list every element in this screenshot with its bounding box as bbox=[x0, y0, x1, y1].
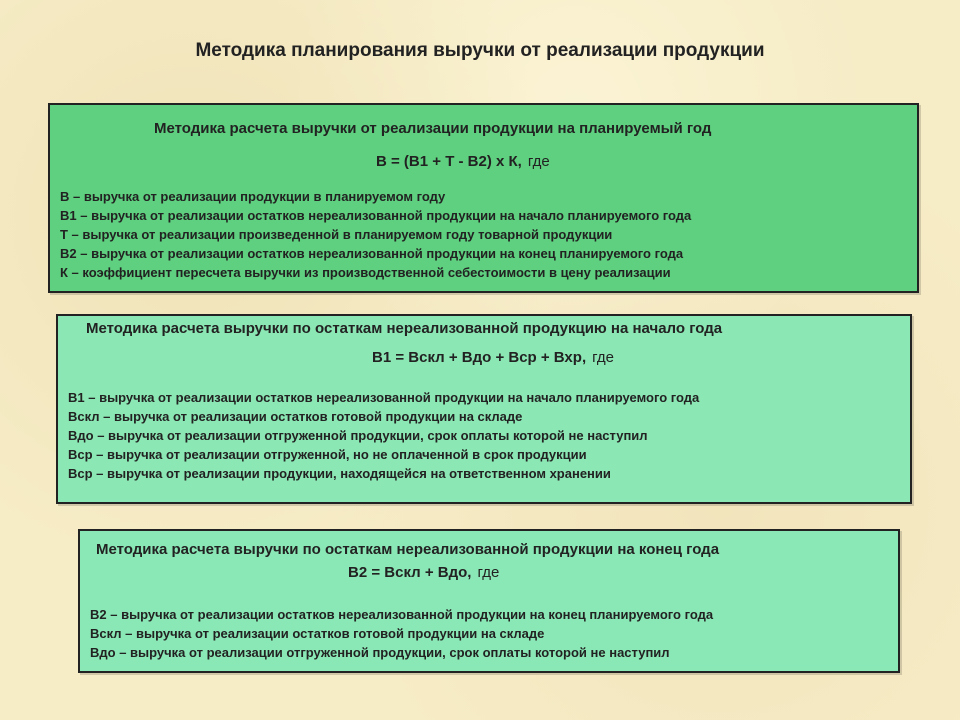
definition-line: Вдо – выручка от реализации отгруженной продукции, срок оплаты которой не наступил bbox=[90, 645, 670, 660]
formula bbox=[376, 153, 550, 170]
block-start-of-year bbox=[56, 314, 912, 504]
definition-line: Вдо – выручка от реализации отгруженной продукции, срок оплаты которой не наступил bbox=[68, 428, 648, 443]
block-heading: Методика расчета выручки по остаткам нереализованной продукции на конец года bbox=[96, 541, 720, 558]
definition-list bbox=[90, 605, 713, 662]
definition-list bbox=[68, 388, 699, 483]
block-end-of-year bbox=[78, 529, 900, 673]
definition-line: В – выручка от реализации продукции в планируемом году bbox=[60, 189, 446, 204]
definition-line: В2 – выручка от реализации остатков нереализованной продукции на конец планируемого года bbox=[60, 246, 684, 261]
formula bbox=[348, 564, 499, 581]
definition-line: В1 – выручка от реализации остатков нереализованной продукции на начало планируемого года bbox=[68, 390, 700, 405]
definition-line: В2 – выручка от реализации остатков нереализованной продукции на конец планируемого года bbox=[90, 607, 714, 622]
formula-text: В2 = Вскл + Вдо, bbox=[348, 564, 472, 581]
formula-where: где bbox=[592, 349, 615, 366]
definition-line: Вскл – выручка от реализации остатков готовой продукции на складе bbox=[68, 409, 523, 424]
block-planned-year bbox=[48, 103, 919, 293]
definition-line: Т – выручка от реализации произведенной в планируемом году товарной продукции bbox=[60, 227, 613, 242]
page-title: Методика планирования выручки от реализации продукции bbox=[195, 40, 765, 61]
formula-where: где bbox=[477, 564, 500, 581]
definition-list bbox=[60, 187, 691, 282]
block-heading: Методика расчета выручки от реализации продукции на планируемый год bbox=[154, 120, 712, 137]
formula-text: В = (В1 + Т - В2) х К, bbox=[376, 153, 522, 170]
formula-text: В1 = Вскл + Вдо + Вср + Вхр, bbox=[372, 349, 587, 366]
definition-line: В1 – выручка от реализации остатков нереализованной продукции на начало планируемого года bbox=[60, 208, 692, 223]
definition-line: Вскл – выручка от реализации остатков готовой продукции на складе bbox=[90, 626, 545, 641]
definition-line: Вср – выручка от реализации продукции, находящейся на ответственном хранении bbox=[68, 466, 611, 481]
definition-line: К – коэффициент пересчета выручки из производственной себестоимости в цену реализации bbox=[60, 265, 671, 280]
formula-where: где bbox=[527, 153, 550, 170]
definition-line: Вср – выручка от реализации отгруженной, но не оплаченной в срок продукции bbox=[68, 447, 587, 462]
block-heading: Методика расчета выручки по остаткам нереализованной продукцию на начало года bbox=[86, 320, 723, 337]
formula bbox=[372, 349, 614, 366]
